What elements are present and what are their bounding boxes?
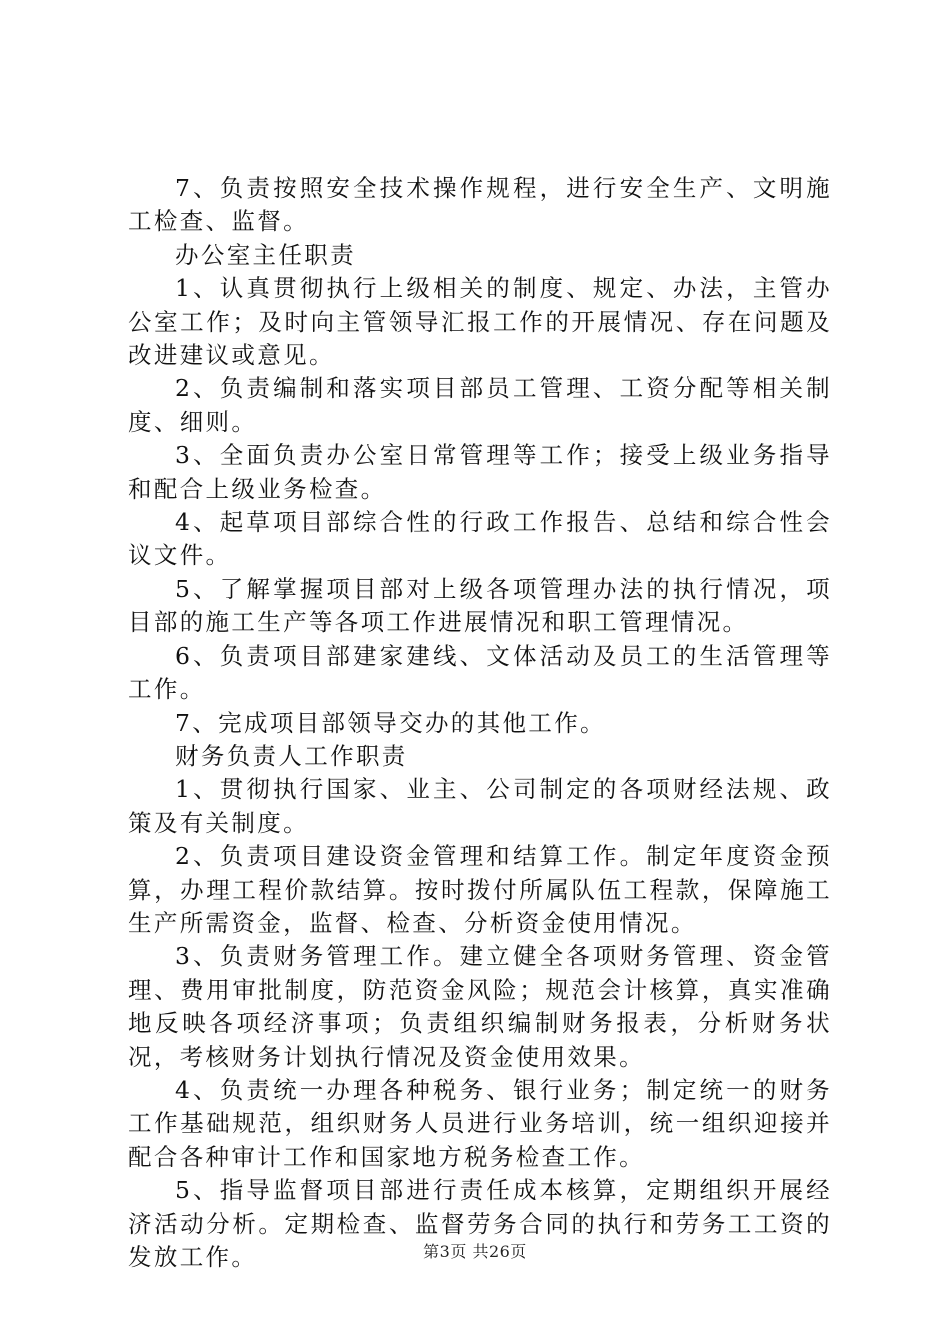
paragraph: 2、负责编制和落实项目部员工管理、工资分配等相关制度、细则。	[128, 374, 832, 436]
section-heading-office-director: 办公室主任职责	[175, 240, 356, 269]
document-body	[128, 172, 832, 1274]
paragraph: 1、贯彻执行国家、业主、公司制定的各项财经法规、政策及有关制度。	[128, 775, 832, 837]
paragraph: 5、指导监督项目部进行责任成本核算，定期组织开展经济活动分析。定期检查、监督劳务合同的执行和劳务工工资的发放工作。	[128, 1176, 832, 1271]
paragraph: 5、了解掌握项目部对上级各项管理办法的执行情况，项目部的施工生产等各项工作进展情况和职工管理情况。	[128, 574, 832, 637]
section-heading-finance-lead: 财务负责人工作职责	[175, 741, 408, 770]
paragraph: 7、完成项目部领导交办的其他工作。	[175, 708, 606, 737]
paragraph: 1、认真贯彻执行上级相关的制度、规定、办法，主管办公室工作；及时向主管领导汇报工作的开展情况、存在问题及改进建议或意见。	[128, 274, 832, 370]
paragraph: 6、负责项目部建家建线、文体活动及员工的生活管理等工作。	[128, 641, 832, 704]
paragraph: 4、起草项目部综合性的行政工作报告、总结和综合性会议文件。	[128, 508, 832, 570]
paragraph: 2、负责项目建设资金管理和结算工作。制定年度资金预算，办理工程价款结算。按时拨付所属队伍工程款，保障施工生产所需资金，监督、检查、分析资金使用情况。	[128, 842, 832, 937]
page-number-footer: 第3页 共26页	[423, 1242, 527, 1261]
paragraph: 3、全面负责办公室日常管理等工作；接受上级业务指导和配合上级业务检查。	[128, 441, 832, 503]
paragraph: 4、负责统一办理各种税务、银行业务；制定统一的财务工作基础规范，组织财务人员进行业务培训，统一组织迎接并配合各种审计工作和国家地方税务检查工作。	[128, 1075, 832, 1171]
paragraph: 3、负责财务管理工作。建立健全各项财务管理、资金管理、费用审批制度，防范资金风险；规范会计核算，真实准确地反映各项经济事项；负责组织编制财务报表，分析财务状况，考核财务计划执行情况及资金使用效果。	[128, 942, 832, 1071]
paragraph: 7、负责按照安全技术操作规程，进行安全生产、文明施工检查、监督。	[128, 174, 832, 236]
